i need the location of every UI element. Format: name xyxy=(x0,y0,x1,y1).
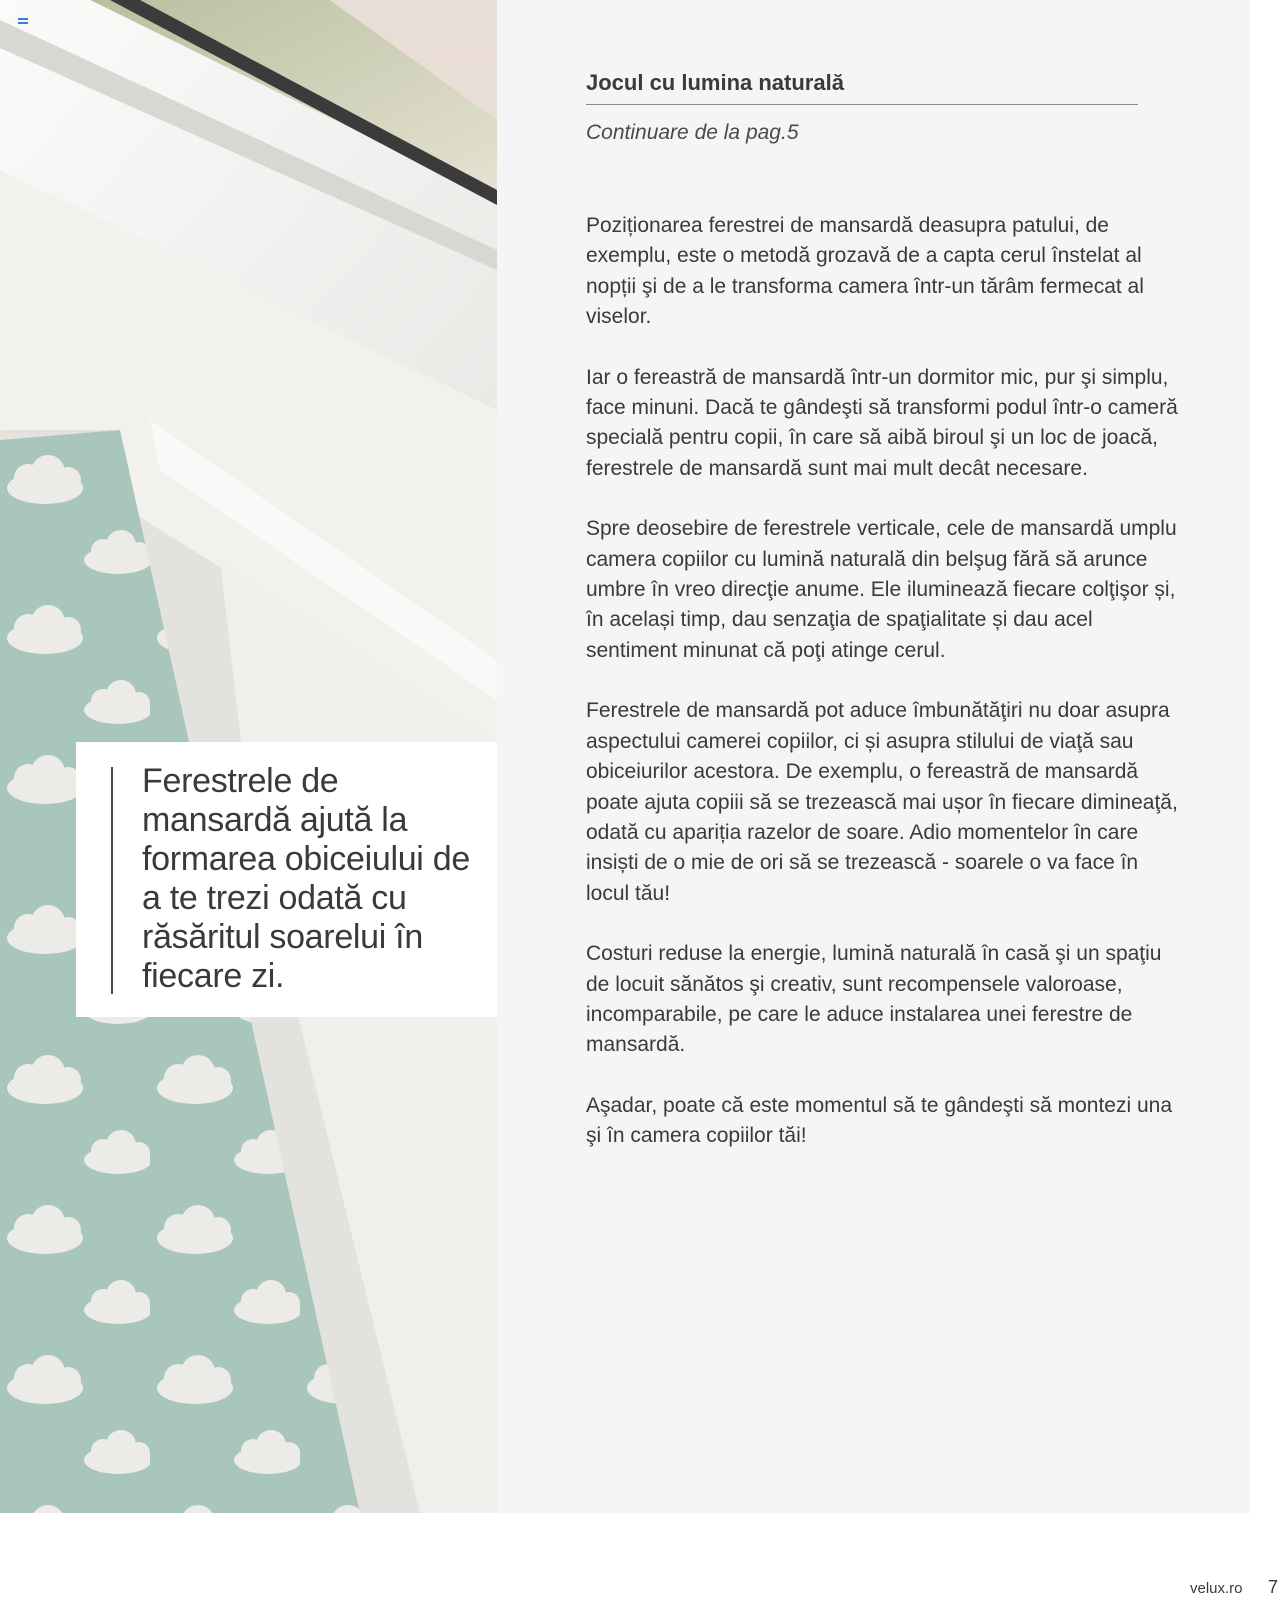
footer-site[interactable]: velux.ro xyxy=(1190,1580,1243,1597)
paragraph: Spre deosebire de ferestrele verticale, cele de mansardă umplu camera copiilor cu lumină naturală din belşug fără să arunce umbre în vreo direcţie anume. Ele iluminează fiecare colţişor și, în același timp, dau senzaţia de spaţialitate și dau acel sentiment minunat că poţi atinge cerul. xyxy=(586,517,1177,662)
paragraph: Ferestrele de mansardă pot aduce îmbunătăţiri nu doar asupra aspectului camerei copiilor, ci și asupra stilului de viaţă sau obiceiurilor acestora. De exemplu, o fereastră de mansardă poate ajuta copiii să se trezească mai ușor în fiecare dimineaţă, odată cu apariția razelor de soare. Adio momentelor în care insiști de o mie de ori să se trezească - soarele o va face în locul tău! xyxy=(586,699,1178,905)
quote-bar xyxy=(111,767,113,994)
paragraph: Aşadar, poate că este momentul să te gândeşti să montezi una şi în camera copiilor tăi! xyxy=(586,1093,1173,1148)
paragraph: Iar o fereastră de mansardă într-un dormitor mic, pur şi simplu, face minuni. Dacă te gândeşti să transformi podul într-o cameră specială pentru copii, în care să aibă biroul şi un loc de joacă, ferestrele de mansardă sunt mai mult decât necesare. xyxy=(586,365,1178,480)
section-title: Jocul cu lumina naturală xyxy=(586,70,1138,105)
article-content xyxy=(586,70,1186,1182)
article-body xyxy=(586,211,1182,1152)
menu-icon[interactable] xyxy=(18,18,28,26)
page-number: 7 xyxy=(1268,1577,1279,1597)
paragraph: Costuri reduse la energie, lumină naturală în casă şi un spaţiu de locuit sănătos şi creativ, sunt recompensele valoroase, incomparabile, pe care le aduce instalarea unei ferestre de mansardă. xyxy=(586,942,1162,1057)
continuation-note: Continuare de la pag.5 xyxy=(586,121,799,144)
pull-quote-box xyxy=(76,742,497,1017)
paragraph: Poziționarea ferestrei de mansardă deasupra patului, de exemplu, este o metodă grozavă de a capta cerul înstelat al nopții şi de a le transforma camera într-un tărâm fermecat al viselor. xyxy=(586,214,1144,329)
pull-quote: Ferestrele de mansardă ajută la formarea obiceiului de a te trezi odată cu răsăritul soarelui în fiecare zi. xyxy=(142,762,470,995)
